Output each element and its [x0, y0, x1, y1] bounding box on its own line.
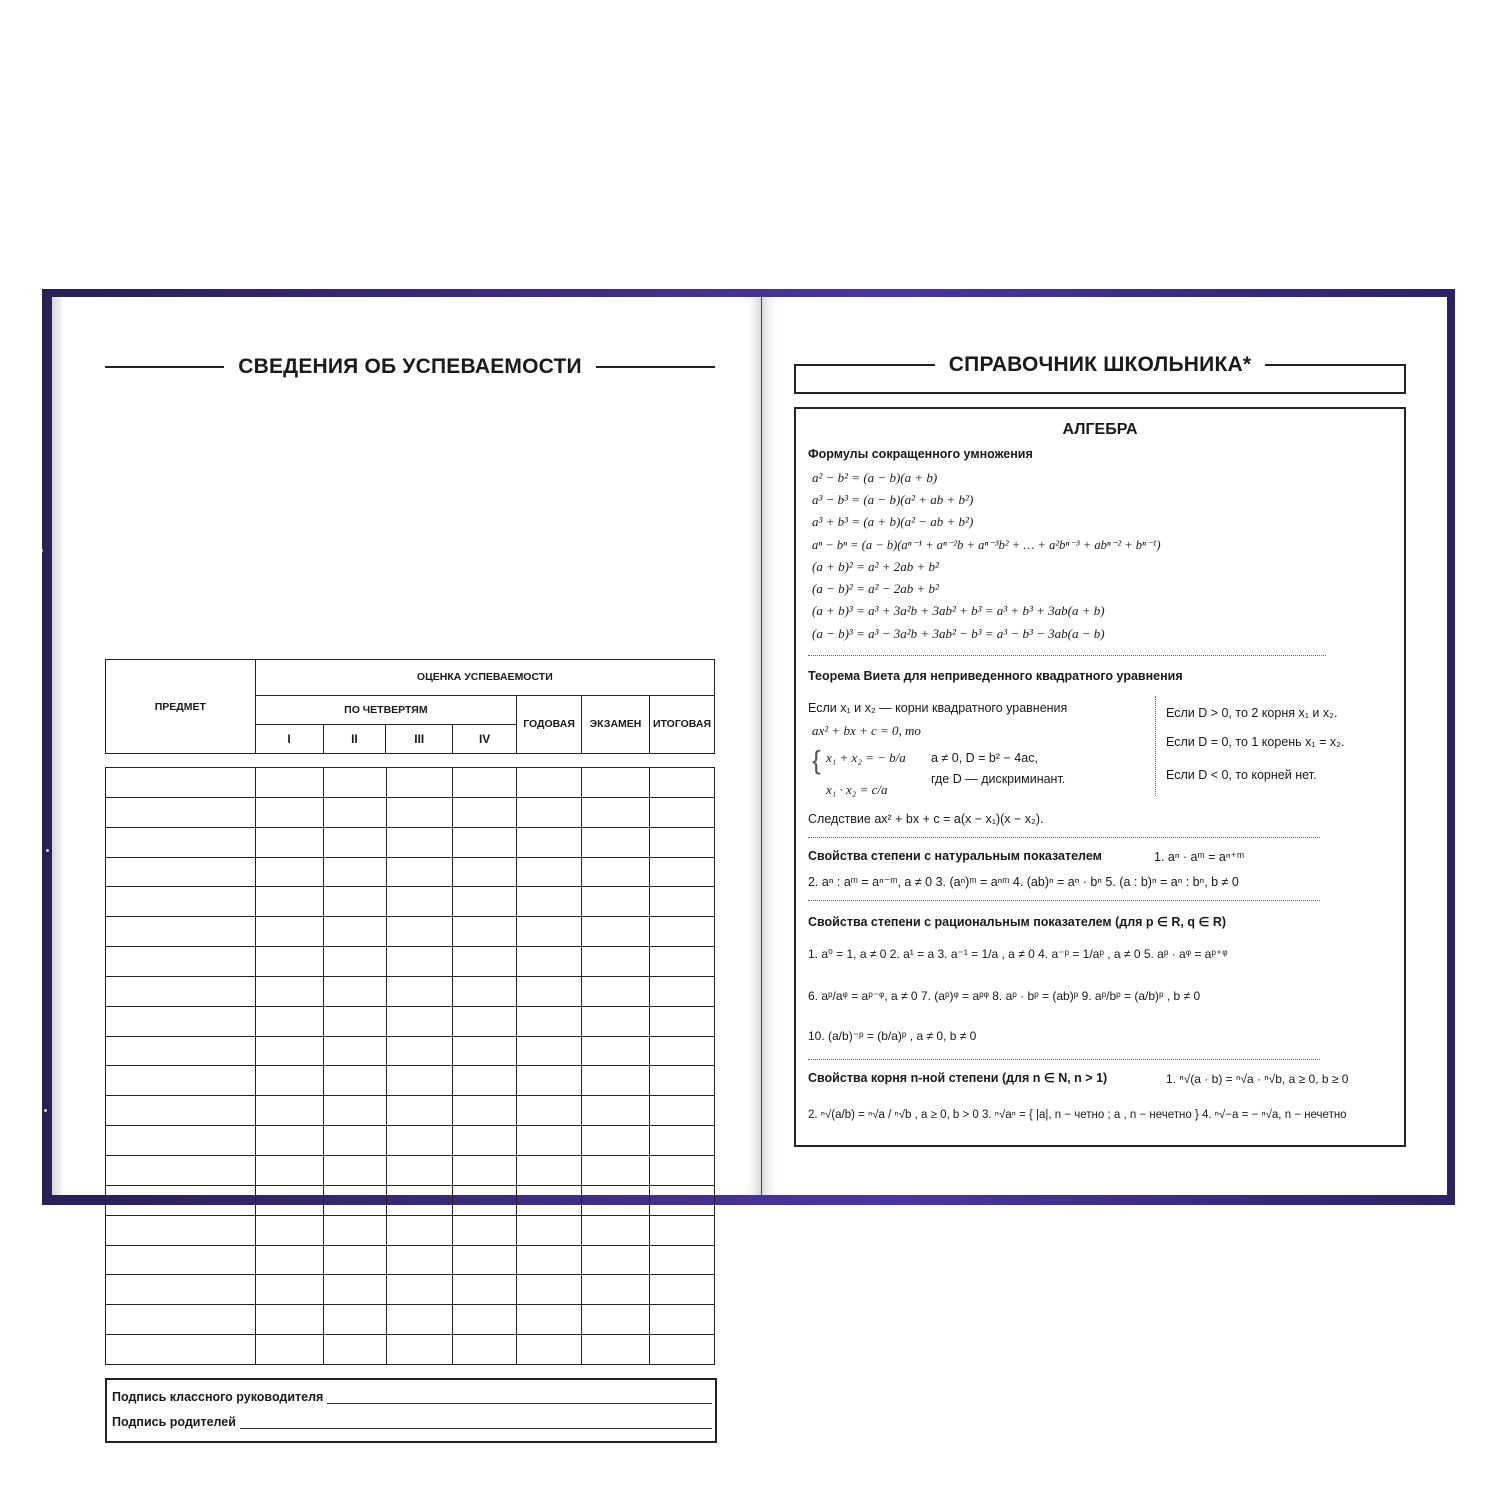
formula: a² − b² = (a − b)(a + b) [812, 470, 938, 485]
grade-cell[interactable] [323, 797, 386, 827]
grade-cell[interactable] [650, 1215, 715, 1245]
subject-cell[interactable] [106, 1185, 256, 1215]
left-page [52, 297, 761, 1429]
title-rule [105, 366, 224, 368]
signature-teacher-label: Подпись классного руководителя [112, 1390, 324, 1404]
table-row [106, 1215, 715, 1245]
grade-cell[interactable] [650, 1036, 715, 1066]
grade-cell[interactable] [517, 797, 582, 827]
subject-cell[interactable] [106, 827, 256, 857]
grade-cell[interactable] [650, 947, 715, 977]
subject-cell[interactable] [106, 797, 256, 827]
grade-cell[interactable] [582, 827, 650, 857]
grade-cell[interactable] [582, 857, 650, 887]
grade-cell[interactable] [650, 1335, 715, 1365]
grade-cell[interactable] [650, 1155, 715, 1185]
grade-cell[interactable] [386, 1335, 453, 1365]
table-row [106, 827, 715, 857]
grade-cell[interactable] [517, 1006, 582, 1036]
vieta-text: где D — дискриминант. [931, 772, 1066, 786]
grade-cell[interactable] [386, 976, 453, 1006]
s4-title: Свойства степени с рациональным показателем (для p ∈ R, q ∈ R) [808, 915, 1227, 929]
subject-cell[interactable] [106, 1066, 256, 1096]
vieta-sum: x₁ + x₂ = − b/a [826, 750, 906, 765]
table-row [106, 1335, 715, 1365]
s2-title: Теорема Виета для неприведенного квадратного уравнения [808, 669, 1183, 683]
header-subject: ПРЕДМЕТ [106, 660, 256, 754]
signature-box [105, 1378, 717, 1443]
grade-cell[interactable] [582, 768, 650, 798]
cover-star [40, 549, 43, 552]
grade-cell[interactable] [517, 947, 582, 977]
grade-cell[interactable] [255, 857, 323, 887]
subject-cell[interactable] [106, 976, 256, 1006]
grade-cell[interactable] [323, 1096, 386, 1126]
left-title-row [105, 355, 715, 379]
system-brace: { [812, 745, 821, 775]
subject-cell[interactable] [106, 1126, 256, 1156]
grade-cell[interactable] [386, 947, 453, 977]
grade-cell[interactable] [582, 887, 650, 917]
table-row [106, 947, 715, 977]
grade-cell[interactable] [323, 887, 386, 917]
grade-cell[interactable] [650, 1126, 715, 1156]
grade-cell[interactable] [582, 1096, 650, 1126]
grade-cell[interactable] [255, 1096, 323, 1126]
discriminant-case: Если D = 0, то 1 корень x₁ = x₂. [1166, 735, 1345, 749]
grade-cell[interactable] [323, 1155, 386, 1185]
grade-cell[interactable] [517, 768, 582, 798]
page-edge [52, 297, 62, 1195]
grade-cell[interactable] [323, 1066, 386, 1096]
grade-cell[interactable] [255, 1215, 323, 1245]
title-frame [794, 365, 1406, 394]
table-row [106, 976, 715, 1006]
grade-cell[interactable] [453, 1155, 517, 1185]
s1-title: Формулы сокращенного умножения [808, 447, 1033, 461]
header-grade: ОЦЕНКА УСПЕВАЕМОСТИ [255, 660, 714, 696]
grade-cell[interactable] [517, 1305, 582, 1335]
grade-cell[interactable] [255, 827, 323, 857]
grade-cell[interactable] [582, 1185, 650, 1215]
table-row [106, 917, 715, 947]
grade-cell[interactable] [650, 1096, 715, 1126]
table-row [106, 1275, 715, 1305]
grade-cell[interactable] [255, 1126, 323, 1156]
subject-cell[interactable] [106, 1155, 256, 1185]
grade-cell[interactable] [386, 857, 453, 887]
root-formulas: 2. ⁿ√(a/b) = ⁿ√a / ⁿ√b , a ≥ 0, b > 0 3. ⁿ√aⁿ = { |a|, n − четно ; a , n − нечетно } 4. ⁿ√−a = − ⁿ√a, n − нечетно [808, 1109, 1347, 1121]
grade-cell[interactable] [582, 1155, 650, 1185]
grade-cell[interactable] [323, 1215, 386, 1245]
grade-cell[interactable] [517, 1066, 582, 1096]
grade-cell[interactable] [453, 1126, 517, 1156]
grade-cell[interactable] [386, 1185, 453, 1215]
grade-cell[interactable] [453, 1185, 517, 1215]
grade-cell[interactable] [650, 1275, 715, 1305]
subject-cell[interactable] [106, 947, 256, 977]
grade-cell[interactable] [650, 1066, 715, 1096]
signature-teacher-line[interactable] [327, 1391, 712, 1404]
table-row [106, 857, 715, 887]
subject-cell[interactable] [106, 768, 256, 798]
grade-cell[interactable] [386, 797, 453, 827]
grade-cell[interactable] [453, 1006, 517, 1036]
s3-title: Свойства степени с натуральным показателем [808, 849, 1102, 863]
grade-cell[interactable] [453, 1066, 517, 1096]
grade-cell[interactable] [453, 1036, 517, 1066]
grade-cell[interactable] [386, 1275, 453, 1305]
grade-cell[interactable] [386, 1096, 453, 1126]
power-formula: 1. aⁿ · aᵐ = aⁿ⁺ᵐ [1154, 850, 1245, 864]
subject-cell[interactable] [106, 1215, 256, 1245]
table-row [106, 768, 715, 798]
grade-cell[interactable] [386, 1305, 453, 1335]
dotted-divider [808, 1059, 1320, 1060]
rational-formulas: 10. (a/b)⁻ᵖ = (b/a)ᵖ , a ≠ 0, b ≠ 0 [808, 1029, 977, 1043]
header-final: ИТОГОВАЯ [649, 695, 714, 753]
formula: aⁿ − bⁿ = (a − b)(aⁿ⁻¹ + aⁿ⁻²b + aⁿ⁻³b² + … + a²bⁿ⁻³ + abⁿ⁻² + bⁿ⁻¹) [812, 538, 1161, 552]
grade-cell[interactable] [650, 1185, 715, 1215]
vieta-text: Если x₁ и x₂ — корни квадратного уравнения [808, 701, 1068, 715]
dotted-divider [808, 900, 1320, 901]
grade-cell[interactable] [255, 917, 323, 947]
grade-cell[interactable] [323, 827, 386, 857]
grade-cell[interactable] [517, 1096, 582, 1126]
table-row [106, 797, 715, 827]
grade-cell[interactable] [582, 1006, 650, 1036]
grade-cell[interactable] [453, 1275, 517, 1305]
signature-parents-row [112, 1415, 712, 1429]
s5-title: Свойства корня n-ной степени (для n ∈ N, n > 1) [808, 1071, 1108, 1085]
table-row [106, 887, 715, 917]
subject-cell[interactable] [106, 1006, 256, 1036]
formula: (a + b)² = a² + 2ab + b² [812, 559, 939, 574]
discriminant-case: Если D > 0, то 2 корня x₁ и x₂. [1166, 706, 1338, 720]
table-row [106, 1155, 715, 1185]
grade-cell[interactable] [582, 1215, 650, 1245]
subject-cell[interactable] [106, 1096, 256, 1126]
formula: (a + b)³ = a³ + 3a²b + 3ab² + b³ = a³ + b³ + 3ab(a + b) [812, 603, 1105, 618]
grade-cell[interactable] [386, 1006, 453, 1036]
table-row [106, 1305, 715, 1335]
grade-cell[interactable] [453, 1215, 517, 1245]
grade-cell[interactable] [255, 1245, 323, 1275]
table-row [106, 1036, 715, 1066]
formula: (a − b)² = a² − 2ab + b² [812, 581, 939, 596]
grade-cell[interactable] [650, 887, 715, 917]
grade-cell[interactable] [517, 917, 582, 947]
vieta-text: ax² + bx + c = 0, то [812, 723, 921, 738]
table-row [106, 1185, 715, 1215]
grade-cell[interactable] [650, 1006, 715, 1036]
page-title: СПРАВОЧНИК ШКОЛЬНИКА* [948, 353, 1252, 376]
grade-cell[interactable] [255, 1275, 323, 1305]
grade-cell[interactable] [517, 857, 582, 887]
title-rule [596, 366, 715, 368]
grade-cell[interactable] [323, 1036, 386, 1066]
formula: a³ − b³ = (a − b)(a² + ab + b²) [812, 492, 974, 507]
grade-cell[interactable] [582, 976, 650, 1006]
grade-cell[interactable] [453, 1335, 517, 1365]
grade-cell[interactable] [323, 1245, 386, 1275]
rational-formulas: 1. a⁰ = 1, a ≠ 0 2. a¹ = a 3. a⁻¹ = 1/a , a ≠ 0 4. a⁻ᵖ = 1/aᵖ , a ≠ 0 5. aᵖ · aᵠ = aᵖ⁺ᵠ [808, 947, 1228, 961]
grade-cell[interactable] [582, 917, 650, 947]
grade-cell[interactable] [323, 1126, 386, 1156]
header-quarters: ПО ЧЕТВЕРТЯМ [255, 695, 516, 724]
grade-cell[interactable] [323, 1185, 386, 1215]
grade-cell[interactable] [386, 1036, 453, 1066]
cover-star [44, 1109, 47, 1112]
grade-cell[interactable] [582, 1275, 650, 1305]
subject-cell[interactable] [106, 1275, 256, 1305]
table-row [106, 1006, 715, 1036]
grade-cell[interactable] [453, 917, 517, 947]
grade-cell[interactable] [255, 1036, 323, 1066]
grade-cell[interactable] [517, 976, 582, 1006]
grade-cell[interactable] [323, 947, 386, 977]
grade-cell[interactable] [323, 917, 386, 947]
grade-cell[interactable] [255, 1155, 323, 1185]
grade-cell[interactable] [517, 1126, 582, 1156]
grade-cell[interactable] [386, 768, 453, 798]
grade-cell[interactable] [650, 917, 715, 947]
grade-cell[interactable] [650, 1245, 715, 1275]
header-q2: II [323, 724, 386, 753]
grade-cell[interactable] [386, 1066, 453, 1096]
right-page [762, 297, 1447, 1195]
header-annual: ГОДОВАЯ [517, 695, 582, 753]
grade-cell[interactable] [255, 887, 323, 917]
vieta-text: a ≠ 0, D = b² − 4ac, [931, 751, 1038, 765]
grade-cell[interactable] [650, 797, 715, 827]
grade-cell[interactable] [517, 1155, 582, 1185]
reference-box [794, 407, 1406, 1147]
power-formulas: 2. aⁿ : aᵐ = aⁿ⁻ᵐ, a ≠ 0 3. (aⁿ)ᵐ = aⁿᵐ 4. (ab)ⁿ = aⁿ · bⁿ 5. (a : b)ⁿ = aⁿ : bⁿ, b ≠ 0 [808, 875, 1239, 889]
grade-cell[interactable] [255, 947, 323, 977]
header-q1: I [255, 724, 323, 753]
signature-parents-label: Подпись родителей [112, 1415, 236, 1429]
table-row [106, 1066, 715, 1096]
grade-cell[interactable] [323, 1335, 386, 1365]
formula: (a − b)³ = a³ − 3a²b + 3ab² − b³ = a³ − b³ − 3ab(a − b) [812, 626, 1105, 641]
table-row [106, 1096, 715, 1126]
grade-cell[interactable] [386, 1155, 453, 1185]
grades-header-table [105, 659, 715, 754]
grades-grid [105, 767, 715, 1365]
grade-cell[interactable] [386, 917, 453, 947]
table-row [106, 1245, 715, 1275]
grade-cell[interactable] [517, 1275, 582, 1305]
dotted-divider [808, 655, 1326, 656]
grade-cell[interactable] [582, 1126, 650, 1156]
grade-cell[interactable] [386, 1215, 453, 1245]
grade-cell[interactable] [255, 1006, 323, 1036]
grade-cell[interactable] [453, 976, 517, 1006]
grade-cell[interactable] [453, 768, 517, 798]
grade-cell[interactable] [255, 1066, 323, 1096]
vieta-corollary: Следствие ax² + bx + c = a(x − x₁)(x − x₂). [808, 812, 1044, 826]
grade-cell[interactable] [323, 1275, 386, 1305]
formula: a³ + b³ = (a + b)(a² − ab + b²) [812, 514, 974, 529]
discriminant-case: Если D < 0, то корней нет. [1166, 768, 1317, 782]
cover-star [46, 849, 49, 852]
table-row [106, 1126, 715, 1156]
grade-cell[interactable] [517, 887, 582, 917]
grade-cell[interactable] [323, 857, 386, 887]
grade-cell[interactable] [255, 1305, 323, 1335]
page-title: СВЕДЕНИЯ ОБ УСПЕВАЕМОСТИ [238, 355, 582, 378]
dotted-divider [808, 837, 1320, 838]
section-title: АЛГЕБРА [1062, 421, 1138, 438]
grade-cell[interactable] [650, 768, 715, 798]
grade-cell[interactable] [323, 976, 386, 1006]
grade-cell[interactable] [517, 827, 582, 857]
grade-cell[interactable] [650, 976, 715, 1006]
grade-cell[interactable] [453, 827, 517, 857]
grade-cell[interactable] [323, 768, 386, 798]
grade-cell[interactable] [650, 857, 715, 887]
grade-cell[interactable] [582, 1066, 650, 1096]
grade-cell[interactable] [255, 797, 323, 827]
grade-cell[interactable] [386, 1126, 453, 1156]
grade-cell[interactable] [517, 1215, 582, 1245]
grade-cell[interactable] [582, 947, 650, 977]
grade-cell[interactable] [582, 1036, 650, 1066]
grade-cell[interactable] [453, 1305, 517, 1335]
subject-cell[interactable] [106, 1305, 256, 1335]
grade-cell[interactable] [453, 857, 517, 887]
grade-cell[interactable] [517, 1245, 582, 1275]
rational-formulas: 6. aᵖ/aᵠ = aᵖ⁻ᵠ, a ≠ 0 7. (aᵖ)ᵠ = aᵖᵠ 8. aᵖ · bᵖ = (ab)ᵖ 9. aᵖ/bᵖ = (a/b)ᵖ , b ≠ 0 [808, 989, 1201, 1003]
grade-cell[interactable] [517, 1036, 582, 1066]
grade-cell[interactable] [453, 947, 517, 977]
grade-cell[interactable] [323, 1305, 386, 1335]
signature-teacher-row [112, 1390, 712, 1404]
vieta-product: x₁ · x₂ = c/a [826, 782, 888, 797]
subject-cell[interactable] [106, 917, 256, 947]
header-q4: IV [453, 724, 517, 753]
root-formula: 1. ⁿ√(a · b) = ⁿ√a · ⁿ√b, a ≥ 0, b ≥ 0 [1166, 1072, 1349, 1086]
header-exam: ЭКЗАМЕН [582, 695, 650, 753]
signature-parents-line[interactable] [240, 1416, 712, 1429]
grade-cell[interactable] [582, 797, 650, 827]
grade-cell[interactable] [582, 1245, 650, 1275]
grade-cell[interactable] [517, 1335, 582, 1365]
grade-cell[interactable] [255, 768, 323, 798]
grade-cell[interactable] [255, 976, 323, 1006]
grade-cell[interactable] [453, 887, 517, 917]
grade-cell[interactable] [386, 887, 453, 917]
subject-cell[interactable] [106, 887, 256, 917]
grade-cell[interactable] [517, 1185, 582, 1215]
grade-cell[interactable] [386, 1245, 453, 1275]
grade-cell[interactable] [650, 1305, 715, 1335]
subject-cell[interactable] [106, 1245, 256, 1275]
grade-cell[interactable] [582, 1305, 650, 1335]
grade-cell[interactable] [650, 827, 715, 857]
header-q3: III [386, 724, 453, 753]
subject-cell[interactable] [106, 857, 256, 887]
grade-cell[interactable] [453, 797, 517, 827]
vertical-divider [1155, 696, 1156, 796]
grade-cell[interactable] [255, 1185, 323, 1215]
subject-cell[interactable] [106, 1335, 256, 1365]
grade-cell[interactable] [323, 1006, 386, 1036]
subject-cell[interactable] [106, 1036, 256, 1066]
grade-cell[interactable] [453, 1245, 517, 1275]
grade-cell[interactable] [386, 827, 453, 857]
grade-cell[interactable] [453, 1096, 517, 1126]
grade-cell[interactable] [582, 1335, 650, 1365]
grade-cell[interactable] [255, 1335, 323, 1365]
